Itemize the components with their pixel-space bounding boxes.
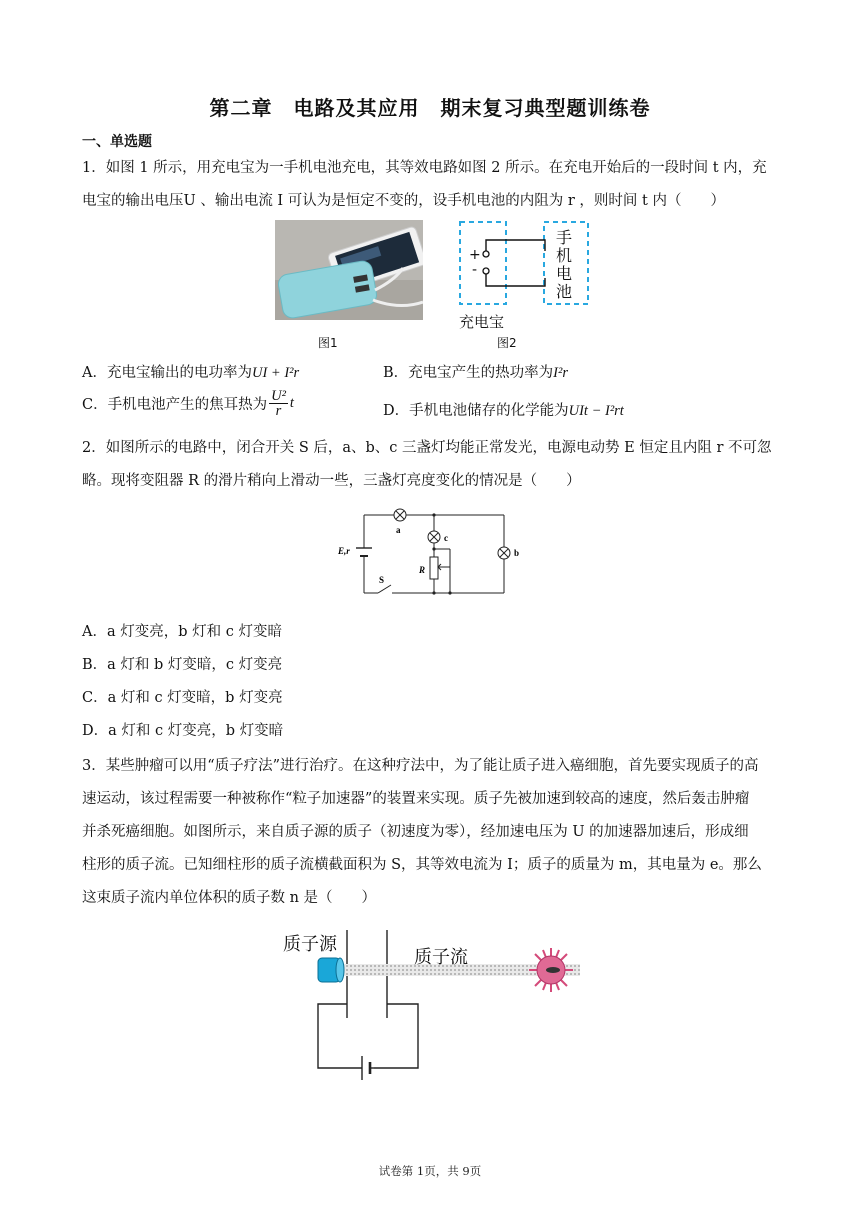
q2-stem-line1: 2．如图所示的电路中，闭合开关 S 后，a、b、c 三盏灯均能正常发光，电源电动势 E 恒定且内阻 r 不可忽 bbox=[82, 440, 772, 456]
page-footer: 试卷第 1页，共 9页 bbox=[378, 1164, 482, 1178]
q3-stream-label: 质子流 bbox=[414, 947, 468, 968]
q1-option-a[interactable] bbox=[82, 361, 299, 382]
q2-option-d[interactable]: D．a 灯和 c 灯变亮，b 灯变暗 bbox=[82, 723, 284, 739]
q1-option-c-tail: t bbox=[289, 395, 294, 411]
q1-fig2-caption: 图2 bbox=[497, 336, 517, 350]
q1-option-d-text: D．手机电池储存的化学能为 bbox=[383, 403, 569, 419]
q1-fig2-phone-char3: 电 bbox=[556, 264, 573, 283]
q1-option-b[interactable] bbox=[383, 361, 568, 382]
q3-stem-line5: 这束质子流内单位体积的质子数 n 是（ ） bbox=[82, 890, 377, 906]
q1-option-d[interactable] bbox=[383, 399, 624, 420]
q2-option-c[interactable]: C．a 灯和 c 灯变暗，b 灯变亮 bbox=[82, 690, 283, 706]
q1-fig1-caption: 图1 bbox=[318, 336, 338, 350]
q1-option-a-text: A．充电宝输出的电功率为 bbox=[82, 365, 252, 381]
q3-stem bbox=[82, 750, 782, 915]
q1-fig2-phone-label bbox=[556, 229, 572, 301]
q1-fig2-phone-char4: 池 bbox=[556, 282, 573, 301]
q1-option-c-text: C．手机电池产生的焦耳热为 bbox=[82, 397, 268, 413]
q3-stem-line4: 柱形的质子流。已知细柱形的质子流横截面积为 S，其等效电流为 I；质子的质量为 m，其电量为 e。那么 bbox=[82, 857, 762, 873]
q3-stem-line1: 3．某些肿瘤可以用“质子疗法”进行治疗。在这种疗法中，为了能让质子进入癌细胞，首先要实现质子的高 bbox=[82, 758, 759, 774]
q2-option-a[interactable]: A．a 灯变亮，b 灯和 c 灯变暗 bbox=[82, 624, 282, 640]
q1-fig2-phone-char1: 手 bbox=[556, 228, 573, 247]
q1-stem-line1: 1．如图 1 所示，用充电宝为一手机电池充电，其等效电路如图 2 所示。在充电开始后的一段时间 t 内，充 bbox=[82, 160, 767, 176]
q1-option-c-numerator: U² bbox=[271, 388, 286, 404]
q2-stem bbox=[82, 432, 782, 498]
q1-stem bbox=[82, 152, 782, 218]
q2-option-b[interactable]: B．a 灯和 b 灯变暗，c 灯变亮 bbox=[82, 657, 283, 673]
q3-stem-line2: 速运动，该过程需要一种被称作“粒子加速器”的装置来实现。质子先被加速到较高的速度，然后轰击肿瘤 bbox=[82, 791, 750, 807]
q1-option-b-expr: I²r bbox=[553, 365, 568, 381]
q1-option-c-fraction bbox=[269, 389, 288, 418]
q3-stem-line3: 并杀死癌细胞。如图所示，来自质子源的质子（初速度为零），经加速电压为 U 的加速器加速后，形成细 bbox=[82, 824, 749, 840]
q2-label-c: c bbox=[444, 533, 448, 543]
q1-option-c-denominator: r bbox=[275, 403, 282, 419]
q1-option-d-expr: UIt − I²rt bbox=[568, 403, 624, 419]
q1-fig2-bank-label: 充电宝 bbox=[459, 313, 505, 331]
q1-option-c[interactable] bbox=[82, 389, 294, 418]
q2-stem-line2: 略。现将变阻器 R 的滑片稍向上滑动一些，三盏灯亮度变化的情况是（ ） bbox=[82, 473, 581, 489]
page-title: 第二章 电路及其应用 期末复习典型题训练卷 bbox=[209, 96, 651, 120]
q2-label-a: a bbox=[396, 525, 401, 535]
q2-circuit-figure bbox=[334, 505, 530, 601]
q2-label-R: R bbox=[419, 565, 426, 575]
q2-label-S: S bbox=[379, 575, 385, 585]
q1-fig2-phone-char2: 机 bbox=[556, 246, 573, 265]
q2-label-Er: E,r bbox=[338, 546, 350, 556]
q1-stem-line2: 电宝的输出电压U 、输出电流 I 可认为是恒定不变的，设手机电池的内阻为 r ，则时间 t 内（ ） bbox=[82, 193, 725, 209]
q1-fig2-minus: - bbox=[472, 262, 478, 278]
section-heading: 一、单选题 bbox=[82, 134, 152, 150]
q1-option-b-text: B．充电宝产生的热功率为 bbox=[383, 365, 554, 381]
q1-option-a-expr: UI + I²r bbox=[251, 365, 300, 381]
q2-label-b: b bbox=[514, 548, 520, 558]
q3-source-label: 质子源 bbox=[283, 934, 337, 955]
q1-fig2-plus: + bbox=[469, 247, 481, 263]
q1-figure1-photo bbox=[275, 220, 423, 320]
